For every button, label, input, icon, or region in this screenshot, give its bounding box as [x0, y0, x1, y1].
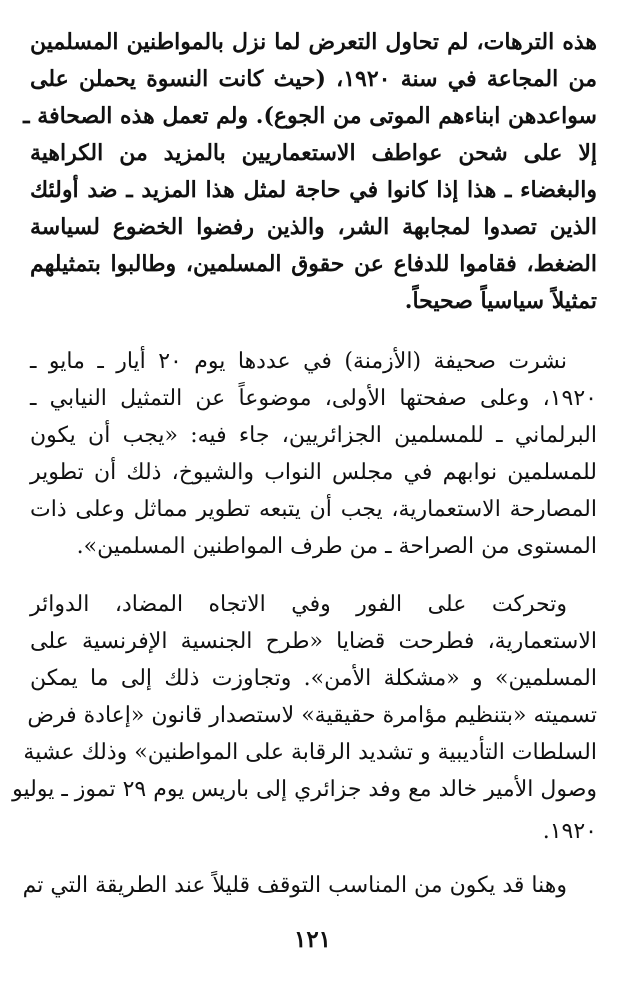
text-line: ١٩٢٠، وعلى صفحتها الأولى، موضوعاً عن التمثيل النيابي ـ: [30, 386, 597, 411]
text-line: وصول الأمير خالد مع وفد جزائري إلى باريس يوم ٢٩ تموز ـ يوليو: [12, 777, 597, 802]
text-line: البرلماني ـ للمسلمين الجزائريين، جاء فيه: «يجب أن يكون: [30, 423, 597, 448]
text-line: من المجاعة في سنة ١٩٢٠، (حيث كانت النسوة يحملن على: [30, 66, 598, 92]
text-line: المستوى من الصراحة ـ من طرف المواطنين المسلمين».: [76, 534, 597, 559]
text-line: نشرت صحيفة (الأزمنة) في عددها يوم ٢٠ أيار ـ مايو ـ: [30, 349, 567, 374]
text-line: ١٩٢٠.: [542, 819, 597, 844]
text-line: المصارحة الاستعمارية، يجب أن يتبعه تطوير مماثل وعلى ذات: [30, 497, 597, 522]
text-line: والبغضاء ـ هذا إذا كانوا في حاجة لمثل هذا المزيد ـ ضد أولئك: [30, 177, 597, 203]
text-line: سواعدهن ابناءهم الموتى من الجوع). ولم تعمل هذه الصحافة ـ: [23, 103, 597, 129]
text-line: تسميته «بتنظيم مؤامرة حقيقية» لاستصدار قانون «إعادة فرض: [27, 703, 597, 728]
text-line: الذين تصدوا لمجابهة الشر، والذين رفضوا الخضوع لسياسة: [30, 214, 597, 240]
text-line: الاستعمارية، فطرحت قضايا «طرح الجنسية الإفرنسية على: [30, 629, 597, 654]
text-line: إلا على شحن عواطف الاستعماريين بالمزيد من الكراهية: [30, 140, 597, 166]
text-line: تمثيلاً سياسياً صحيحاً.: [404, 288, 597, 314]
page-number: ١٢١: [293, 926, 332, 953]
text-line: هذه الترهات، لم تحاول التعرض لما نزل بالمواطنين المسلمين: [30, 29, 597, 55]
text-line: وهنا قد يكون من المناسب التوقف قليلاً عند الطريقة التي تم: [22, 873, 567, 898]
text-line: وتحركت على الفور وفي الاتجاه المضاد، الدوائر: [30, 592, 567, 617]
text-line: المسلمين» و «مشكلة الأمن». وتجاوزت ذلك إلى ما يمكن: [30, 666, 597, 691]
text-line: الضغط، فقاموا للدفاع عن حقوق المسلمين، وطالبوا بتمثيلهم: [30, 251, 597, 277]
text-line: للمسلمين نوابهم في مجلس النواب والشيوخ، ذلك أن تطوير: [30, 460, 597, 485]
text-line: السلطات التأديبية و تشديد الرقابة على المواطنين» وذلك عشية: [23, 740, 597, 765]
